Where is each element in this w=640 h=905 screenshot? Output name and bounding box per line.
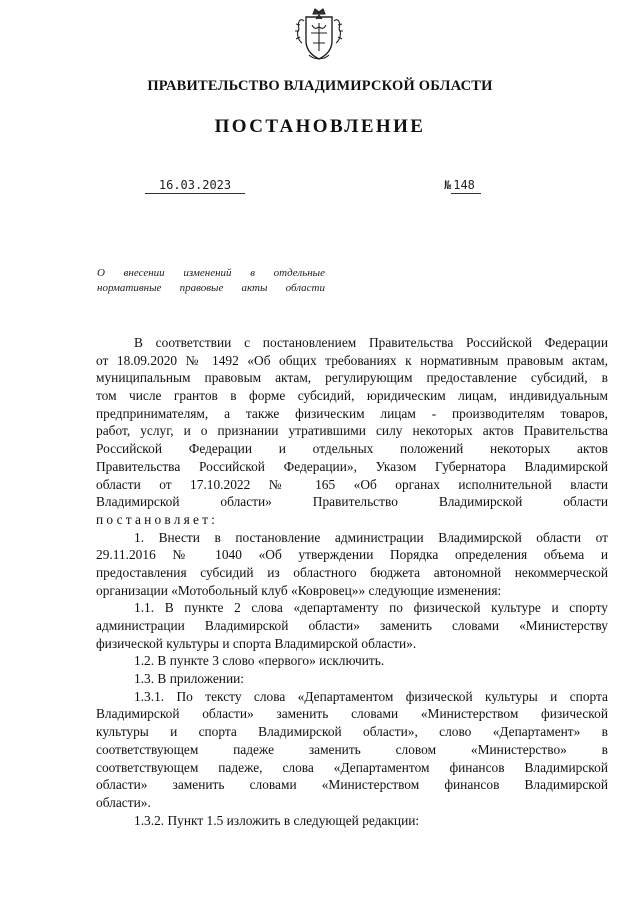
body-line: Владимирской области» Правительство Владимирской области (96, 494, 608, 510)
body-line: постановляет: (96, 511, 219, 527)
body-line: организации «Мотобольный клуб «Ковровец»» следующие изменения: (96, 582, 502, 598)
body-line: 29.11.2016 № 1040 «Об утверждении Порядка определения объема и (96, 547, 608, 563)
document-type-title: ПОСТАНОВЛЕНИЕ (214, 116, 426, 137)
body-line: области от 17.10.2022 № 165 «Об органах исполнительной власти (96, 476, 608, 492)
body-line: области» заменить словами «Министерством финансов Владимирской (96, 777, 608, 793)
body-line: соответствующем падеже заменить словом «Министерство» в (96, 741, 608, 757)
body-line: предпринимателям, а также физическим лицам - производителям товаров, (96, 405, 608, 421)
document-subject (97, 266, 325, 296)
body-line: 1.2. В пункте 3 слово «первого» исключить. (134, 653, 385, 669)
body-line: Владимирской области» заменить словами «Министерством физической (96, 706, 608, 722)
coat-of-arms-icon (294, 7, 344, 63)
body-line: Российской Федерации и отдельных положений некоторых актов (96, 441, 608, 457)
body-line: В соответствии с постановлением Правительства Российской Федерации (134, 335, 608, 350)
body-line: соответствующем падеже, слова «Департаментом финансов Владимирской (96, 759, 608, 775)
body-line: 1.1. В пункте 2 слова «департаменту по физической культуре и спорту (134, 600, 608, 616)
body-line: работ, услуг, и о признании утратившими силу некоторых актов Правительства (96, 423, 608, 439)
number-value: 148 (451, 178, 481, 194)
body-line: муниципальным правовым актам, регулирующим предоставление субсидий, в (96, 370, 608, 386)
subject-line: нормативные правовые акты области (97, 282, 325, 294)
body-line: культуры и спорта Владимирской области», слово «Департамент» в (96, 724, 608, 740)
number-prefix: № (444, 178, 452, 192)
subject-line: О внесении изменений в отдельные (97, 267, 325, 279)
body-line: 1.3.2. Пункт 1.5 изложить в следующей редакции: (134, 812, 420, 828)
document-body (96, 334, 608, 829)
body-line: физической культуры и спорта Владимирской области». (96, 635, 417, 651)
body-line: администрации Владимирской области» заменить словами «Министерству (96, 618, 608, 633)
body-line: том числе грантов в форме субсидий, юридическим лицам, индивидуальным (96, 388, 608, 404)
body-line: предоставления субсидий из областного бюджета автономной некоммерческой (96, 564, 608, 580)
body-line: области». (96, 794, 151, 810)
body-line: от 18.09.2020 № 1492 «Об общих требованиях к нормативным правовым актам, (96, 352, 608, 368)
body-line: 1.3. В приложении: (134, 671, 245, 687)
organization-title: ПРАВИТЕЛЬСТВО ВЛАДИМИРСКОЙ ОБЛАСТИ (147, 78, 493, 94)
document-number (444, 178, 481, 194)
body-line: Правительства Российской Федерации», Указом Губернатора Владимирской (96, 458, 608, 474)
document-date: 16.03.2023 (145, 178, 245, 194)
body-line: 1. Внести в постановление администрации Владимирской области от (134, 529, 608, 545)
body-line: 1.3.1. По тексту слова «Департаментом физической культуры и спорта (134, 688, 608, 704)
